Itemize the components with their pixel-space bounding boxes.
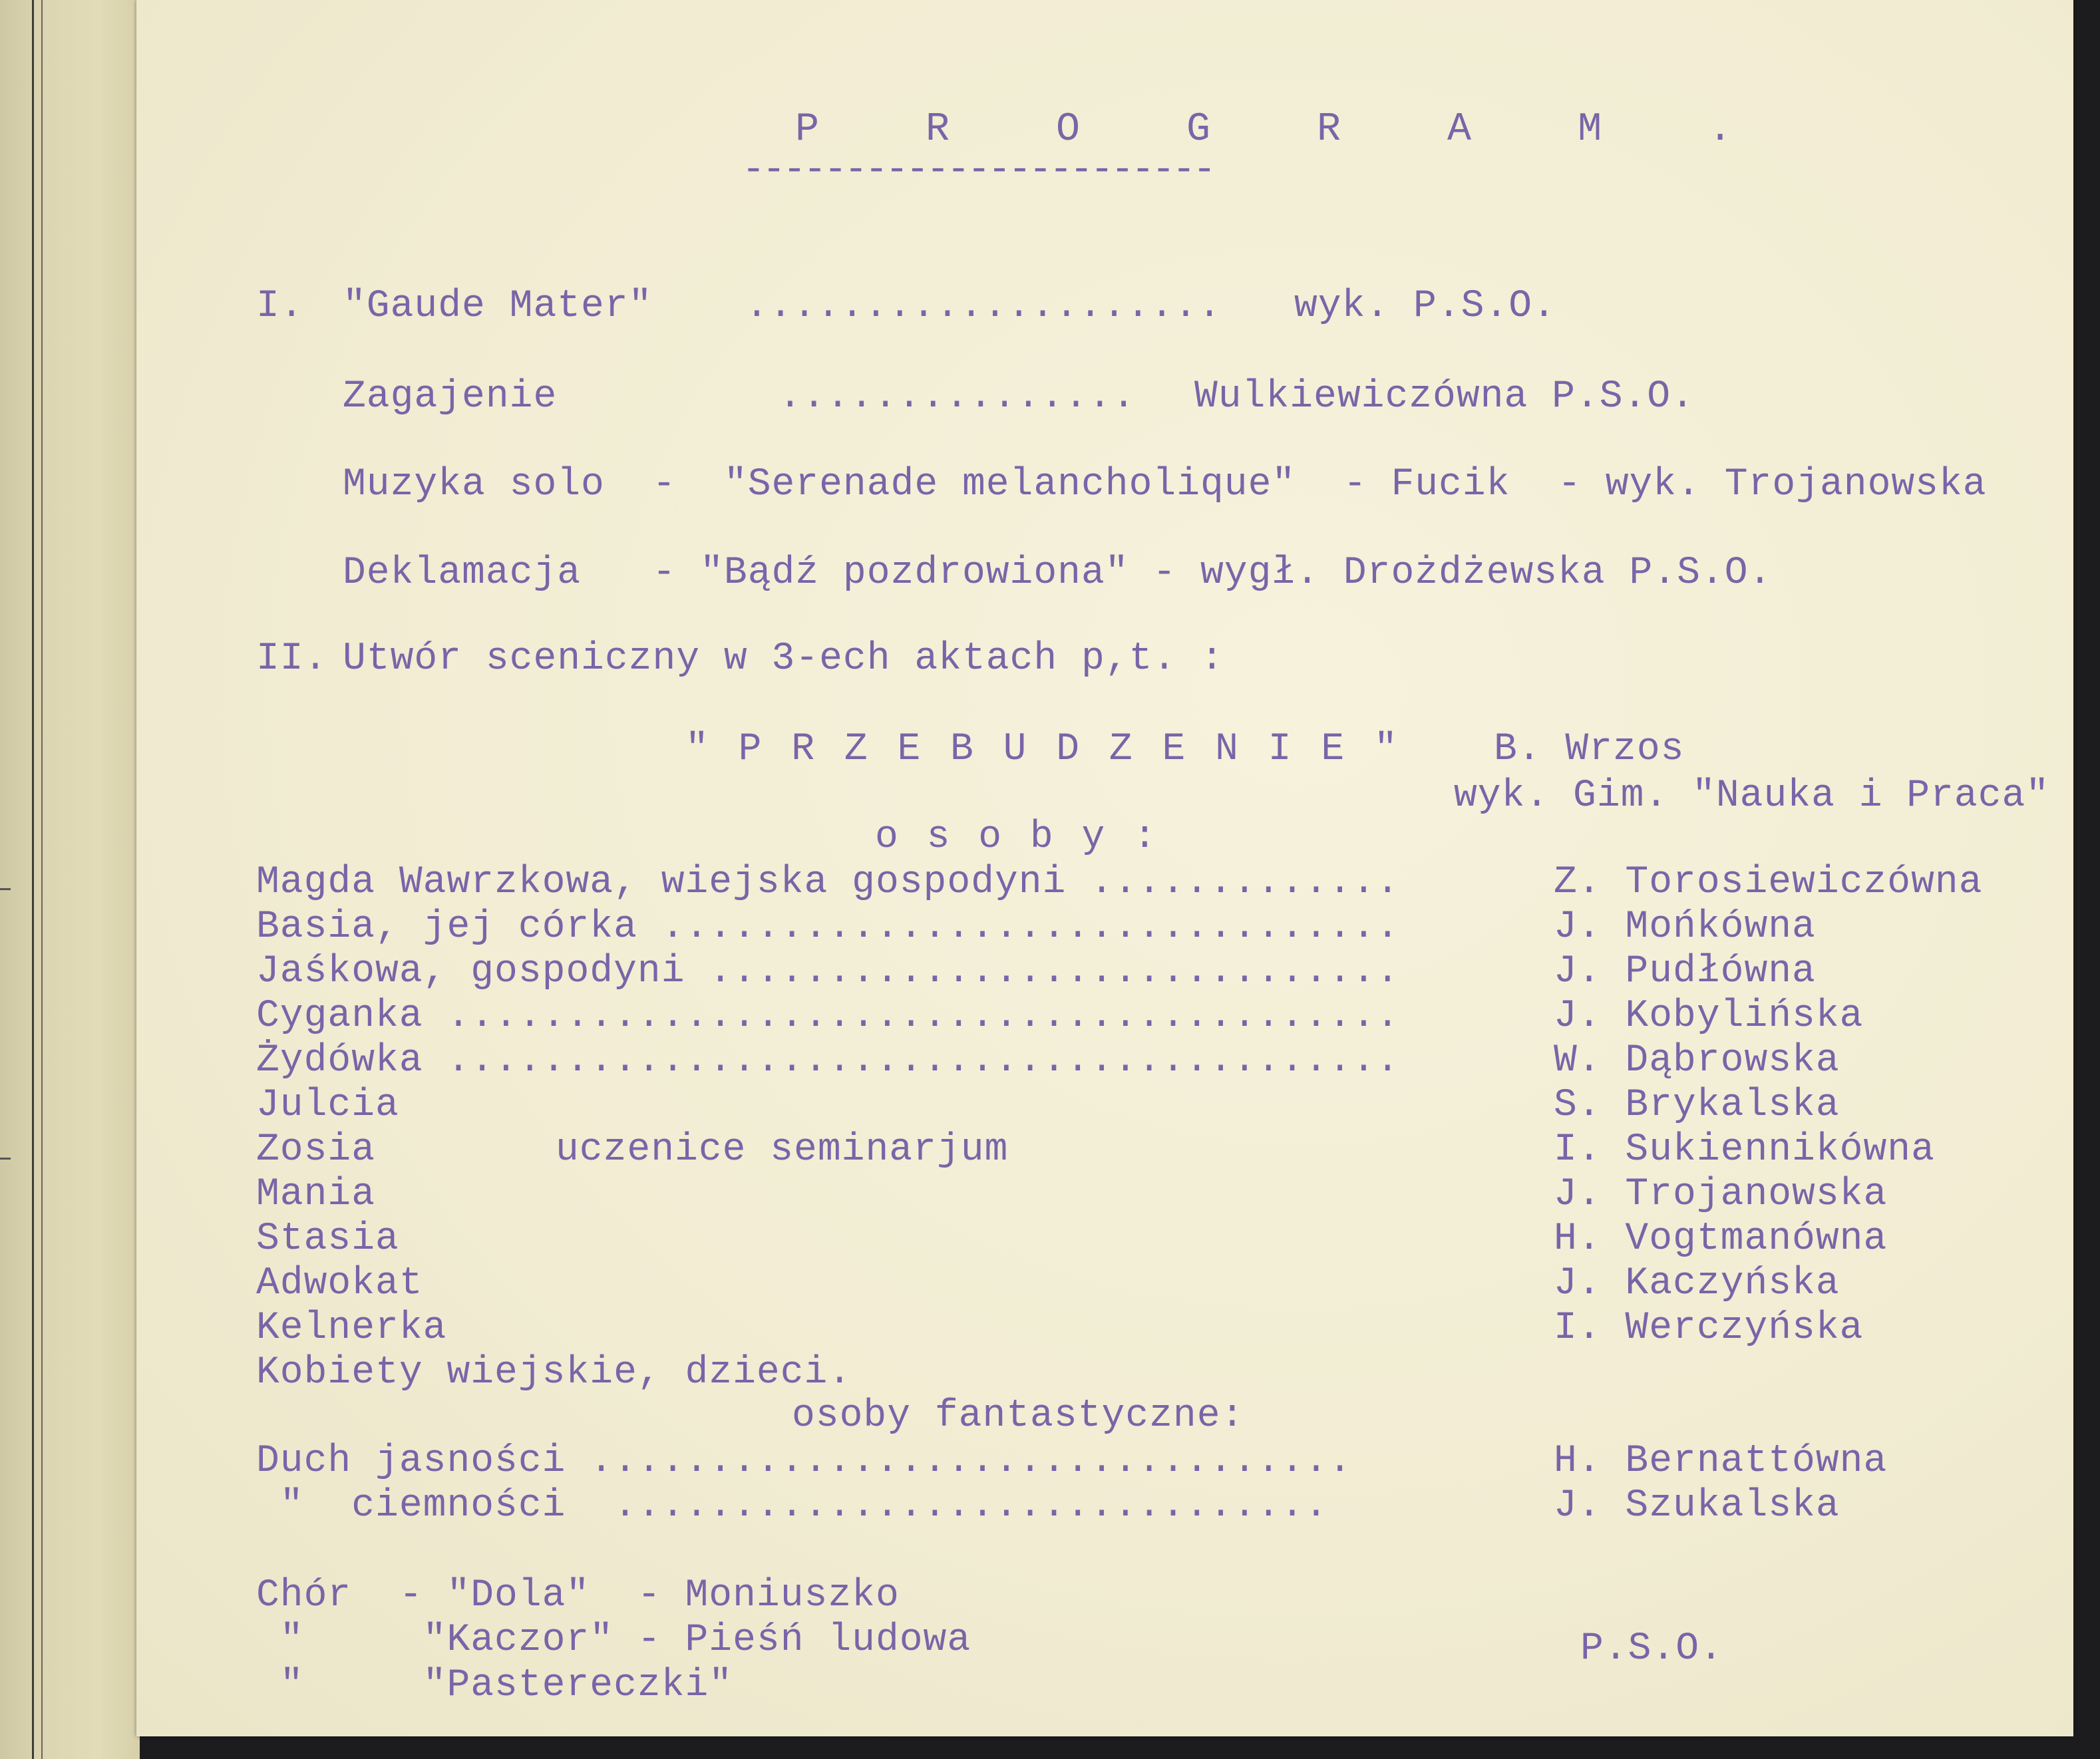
cast-role: Cyganka ........................................ [256,995,1400,1038]
cast-actor: J. Pudłówna [1554,950,1816,993]
binder-tick [0,1158,11,1160]
cast-actor: J. Mońkówna [1554,905,1816,949]
gaude-mater-dots: .................... [745,285,1222,328]
fantasy-actor: J. Szukalska [1554,1484,1840,1527]
binder-tick [0,888,11,890]
play-author: B. Wrzos [1494,728,1685,771]
cast-actor: J. Kobylińska [1554,995,1864,1038]
choir-line-1: Chór - "Dola" - Moniuszko [256,1574,900,1617]
program-sheet [136,0,2073,1736]
cast-role: Mania [256,1173,376,1216]
gaude-mater-performer: wyk. P.S.O. [1294,285,1556,328]
cast-role: Zosia [256,1128,376,1172]
cast-role: Magda Wawrzkowa, wiejska gospodyni ............. [256,861,1400,904]
cast-role: Adwokat [256,1262,423,1305]
cast-actor: J. Trojanowska [1554,1173,1888,1216]
cast-actor: W. Dąbrowska [1554,1039,1840,1082]
cast-actor: I. Sukiennikówna [1554,1128,1935,1172]
play-title: " P R Z E B U D Z E N I E " [685,728,1401,771]
choir-line-3: " "Pastereczki" [256,1664,733,1707]
cast-actor: J. Kaczyńska [1554,1262,1840,1305]
title-underline: ----------------------- [742,149,1214,192]
program-title: P R O G R A M . [795,107,1774,152]
fantasy-role: " ciemności .............................. [256,1484,1329,1527]
cast-role: Julcia [256,1084,399,1127]
play-intro: Utwór sceniczny w 3-ech aktach p,t. : [343,637,1224,681]
part-two-numeral: II. [256,637,328,681]
zagajenie-label: Zagajenie [343,375,558,418]
part-one-numeral: I. [256,285,304,328]
play-performer: wyk. Gim. "Nauka i Praca" [1454,774,2050,818]
binder-page [0,0,140,1759]
fantasy-heading: osoby fantastyczne: [792,1394,1245,1438]
music-solo-line: Muzyka solo - "Serenade melancholique" - Fucik - wyk. Trojanowska [343,463,1987,506]
binder-edge-line [32,0,34,1759]
fantasy-role: Duch jasności ................................ [256,1440,1353,1483]
choir-line-2: " "Kaczor" - Pieśń ludowa [256,1619,971,1662]
cast-role: Stasia [256,1217,399,1261]
cast-actor: H. Vogtmanówna [1554,1217,1888,1261]
zagajenie-dots: ............... [779,375,1137,418]
extras-line: Kobiety wiejskie, dzieci. [256,1351,852,1394]
cast-role: Kelnerka [256,1307,447,1350]
zagajenie-performer: Wulkiewiczówna P.S.O. [1194,375,1695,418]
cast-role: Żydówka ........................................ [256,1039,1400,1082]
cast-role: Jaśkowa, gospodyni ............................. [256,950,1400,993]
cast-role: Basia, jej córka ............................... [256,905,1400,949]
cast-heading: o s o b y : [875,816,1159,859]
declamation-line: Deklamacja - "Bądź pozdrowiona" - wygł. Drożdżewska P.S.O. [343,552,1773,595]
choir-performer: P.S.O. [1580,1627,1723,1671]
cast-actor: Z. Torosiewiczówna [1554,861,1983,904]
gaude-mater-title: "Gaude Mater" [343,285,653,328]
cast-actor: S. Brykalska [1554,1084,1840,1127]
binder-edge-line [41,0,43,1759]
cast-actor: I. Werczyńska [1554,1307,1864,1350]
group-note: uczenice seminarjum [556,1128,1009,1172]
fantasy-actor: H. Bernattówna [1554,1440,1888,1483]
